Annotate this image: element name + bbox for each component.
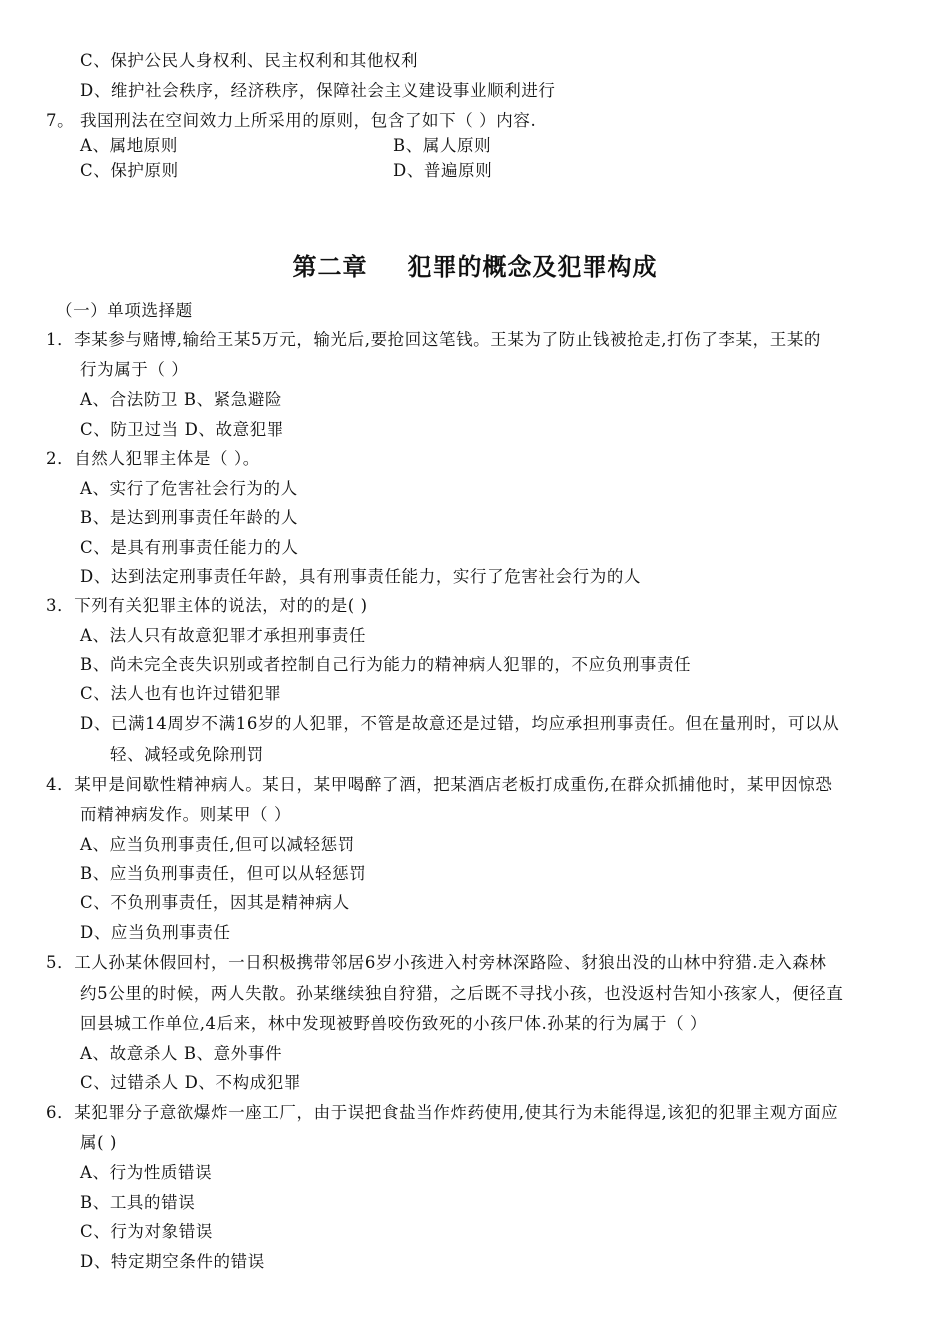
question-7-option-b: B、属人原则 xyxy=(393,136,492,155)
chapter-title xyxy=(0,252,950,282)
question-4-option-d: D、应当负刑事责任 xyxy=(80,923,231,942)
question-6-option-a: A、行为性质错误 xyxy=(80,1163,213,1182)
question-2-option-d: D、达到法定刑事责任年龄，具有刑事责任能力，实行了危害社会行为的人 xyxy=(80,567,642,586)
question-3-option-d: D、已满14周岁不满16岁的人犯罪，不管是故意还是过错，均应承担刑事责任。但在量刑时，可以从 xyxy=(80,714,840,733)
question-5-line-1: 5．工人孙某休假回村，一日积极携带邻居6岁小孩进入村旁林深路险、豺狼出没的山林中狩猎.走入森林 xyxy=(46,953,827,972)
question-7-option-a: A、属地原则 xyxy=(80,136,179,155)
question-1-options-row-1: A、合法防卫 B、紧急避险 xyxy=(80,390,283,409)
question-6-line-1: 6．某犯罪分子意欲爆炸一座工厂，由于误把食盐当作炸药使用,使其行为未能得逞,该犯的犯罪主观方面应 xyxy=(46,1103,839,1122)
question-1-line-1: 1．李某参与赌博,输给王某5万元，输光后,要抢回这笔钱。王某为了防止钱被抢走,打伤了李某，王某的 xyxy=(46,330,822,349)
question-7-stem: 7。 我国刑法在空间效力上所采用的原则，包含了如下（ ）内容. xyxy=(46,111,537,130)
question-5-options-row-1: A、故意杀人 B、意外事件 xyxy=(80,1044,283,1063)
question-3-option-c: C、法人也有也许过错犯罪 xyxy=(80,684,282,703)
question-3-option-b: B、尚未完全丧失识别或者控制自己行为能力的精神病人犯罪的，不应负刑事责任 xyxy=(80,655,692,674)
prev-question-option-c: C、保护公民人身权利、民主权利和其他权利 xyxy=(80,51,419,70)
chapter-number: 第二章 xyxy=(292,253,368,281)
question-2-line-1: 2．自然人犯罪主体是（ ）。 xyxy=(46,449,260,468)
question-6-option-d: D、特定期空条件的错误 xyxy=(80,1252,265,1271)
question-6-line-2: 属( ) xyxy=(80,1133,118,1152)
question-2-option-a: A、实行了危害社会行为的人 xyxy=(80,479,298,498)
section-heading: （一）单项选择题 xyxy=(56,301,193,320)
question-6-option-b: B、工具的错误 xyxy=(80,1193,196,1212)
question-5-line-3: 回县城工作单位,4后来，林中发现被野兽咬伤致死的小孩尸体.孙某的行为属于（ ） xyxy=(80,1014,708,1033)
question-3-line-1: 3．下列有关犯罪主体的说法，对的的是( ) xyxy=(46,596,368,615)
question-5-line-2: 约5公里的时候，两人失散。孙某继续独自狩猎，之后既不寻找小孩，也没返村告知小孩家人，便径直 xyxy=(80,984,844,1003)
question-7-option-d: D、普遍原则 xyxy=(393,161,493,180)
question-3-option-d-continued: 轻、减轻或免除刑罚 xyxy=(110,745,264,764)
question-6-option-c: C、行为对象错误 xyxy=(80,1222,213,1241)
question-7-option-c: C、保护原则 xyxy=(80,161,179,180)
question-4-line-2: 而精神病发作。则某甲（ ） xyxy=(80,805,292,824)
question-1-line-2: 行为属于（ ） xyxy=(80,360,189,379)
question-3-option-a: A、法人只有故意犯罪才承担刑事责任 xyxy=(80,626,367,645)
question-1-options-row-2: C、防卫过当 D、故意犯罪 xyxy=(80,420,284,439)
question-2-option-c: C、是具有刑事责任能力的人 xyxy=(80,538,299,557)
chapter-name: 犯罪的概念及犯罪构成 xyxy=(407,253,658,281)
question-4-option-a: A、应当负刑事责任,但可以减轻惩罚 xyxy=(80,835,355,854)
question-5-options-row-2: C、过错杀人 D、不构成犯罪 xyxy=(80,1073,301,1092)
question-2-option-b: B、是达到刑事责任年龄的人 xyxy=(80,508,298,527)
question-4-option-c: C、不负刑事责任，因其是精神病人 xyxy=(80,893,350,912)
question-4-line-1: 4．某甲是间歇性精神病人。某日，某甲喝醉了酒，把某酒店老板打成重伤,在群众抓捕他时，某甲因惊恐 xyxy=(46,775,833,794)
question-4-option-b: B、应当负刑事责任，但可以从轻惩罚 xyxy=(80,864,367,883)
prev-question-option-d: D、维护社会秩序，经济秩序，保障社会主义建设事业顺利进行 xyxy=(80,81,556,100)
